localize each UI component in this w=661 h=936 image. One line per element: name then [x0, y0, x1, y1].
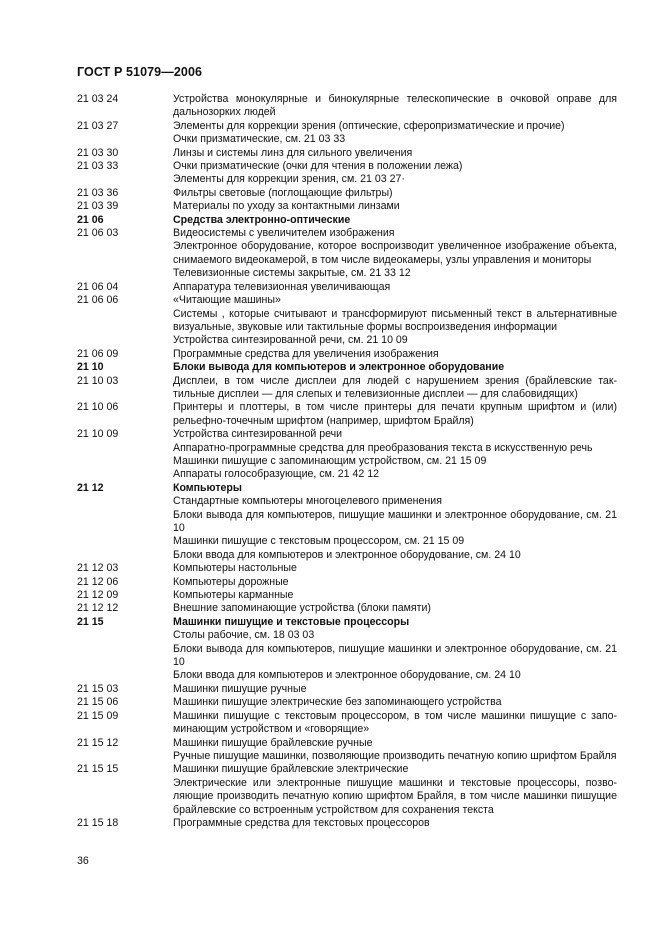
entry-title: Устройства синтезированной речи: [173, 428, 343, 441]
entry-code: 21 15 03: [77, 682, 119, 695]
entry-code: 21 03 24: [77, 93, 119, 105]
entry-title: Машинки пишущие брайлевские электрические: [173, 763, 409, 776]
entry-title: Блоки вывода для компьютеров и электронное оборудование: [173, 361, 505, 374]
entry-title: Средства электронно-оптические: [173, 213, 351, 226]
entry-text: [173, 120, 617, 147]
entry-text: [173, 375, 617, 402]
entry-description: Электрические или электронные пишущие машинки и текстовые процессоры, позволяющие производить печатную копию шрифтом Брайля, в том числе машинки пишущие брайлевские со встроенным устройством для сохранения текста: [173, 776, 617, 816]
entry-title: Устройства монокулярные и бинокулярные телескопические в очковой оправе для дальнозорких людей: [173, 93, 617, 119]
entry-title: Аппаратура телевизионная увеличивающая: [173, 280, 391, 293]
document-header: ГОСТ Р 51079—2006: [77, 65, 203, 79]
entry-text: [173, 428, 617, 482]
entry-description: Элементы для коррекции зрения, см. 21 03 27·: [173, 173, 405, 186]
classification-entry: [77, 576, 617, 589]
entry-title: Машинки пишущие брайлевские ручные: [173, 736, 373, 749]
entry-text: [173, 93, 617, 120]
classification-entry: [77, 147, 617, 160]
entry-code: 21 03 36: [77, 186, 119, 199]
entry-title: Компьютеры настольные: [173, 562, 297, 575]
classification-entry: [77, 93, 617, 120]
classification-entry: [77, 589, 617, 602]
entry-code: 21 12 03: [77, 562, 119, 575]
entry-code: 21 15 06: [77, 696, 119, 709]
classification-entry: [77, 616, 617, 683]
entry-text: [173, 147, 617, 160]
entry-code: 21 06: [77, 213, 104, 226]
entry-code: 21 15: [77, 615, 104, 628]
entry-text: [173, 589, 617, 602]
classification-entry: [77, 602, 617, 615]
classification-entry: [77, 227, 617, 281]
entry-text: [173, 616, 617, 683]
classification-entry: [77, 120, 617, 147]
entry-description: Системы , которые считывают и трансформируют письменный текст в альтернативные визуальные, звуковые или тактильные формы воспроизведения информации: [173, 307, 617, 333]
classification-entry: [77, 281, 617, 294]
entry-title: Линзы и системы линз для сильного увеличения: [173, 146, 413, 159]
entry-code: 21 03 39: [77, 200, 119, 213]
entry-title: Машинки пишущие ручные: [173, 682, 307, 695]
entry-description: Очки призматические, см. 21 03 33: [173, 133, 346, 146]
entry-code: 21 15 15: [77, 763, 119, 776]
entry-title: Программные средства для текстовых процессоров: [173, 816, 430, 829]
classification-entry: [77, 375, 617, 402]
entry-description: Блоки ввода для компьютеров и электронное оборудование, см. 24 10: [173, 669, 521, 682]
entry-code: 21 15 18: [77, 816, 119, 829]
entry-text: [173, 737, 617, 764]
entry-text: [173, 348, 617, 361]
entry-text: [173, 482, 617, 562]
entry-text: [173, 361, 617, 374]
entry-code: 21 10 09: [77, 428, 119, 441]
entry-text: [173, 214, 617, 227]
classification-entry: [77, 763, 617, 817]
classification-entry: [77, 817, 617, 830]
entry-text: [173, 200, 617, 213]
entry-description: Аппаратно-программные средства для преобразования текста в искусственную речь: [173, 441, 593, 454]
entry-text: [173, 683, 617, 696]
entry-description: Блоки ввода для компьютеров и электронное оборудование, см. 24 10: [173, 548, 521, 561]
entry-description: Машинки пишущие с текстовым процессором, см. 21 15 09: [173, 535, 465, 548]
entry-code: 21 10 03: [77, 374, 119, 387]
entry-code: 21 06 09: [77, 347, 119, 360]
classification-entry: [77, 200, 617, 213]
classification-entry: [77, 294, 617, 348]
entry-code: 21 12 06: [77, 575, 119, 588]
entry-text: [173, 710, 617, 737]
classification-entry: [77, 737, 617, 764]
entry-code: 21 03 30: [77, 146, 119, 159]
entry-title: Компьютеры карманные: [173, 589, 294, 602]
entry-text: [173, 817, 617, 830]
entry-title: Материалы по уходу за контактными линзами: [173, 200, 400, 213]
entry-text: [173, 281, 617, 294]
entry-title: Фильтры световые (поглощающие фильтры): [173, 186, 393, 199]
entry-text: [173, 294, 617, 348]
entry-code: 21 15 12: [77, 736, 119, 749]
entry-code: 21 06 04: [77, 280, 119, 293]
entry-text: [173, 401, 617, 428]
entry-description: Электронное оборудование, которое воспроизводит увеличенное изображение объекта, снимаемого видеокамерой, в том числе видеокамеры, узлы управления и мониторы: [173, 240, 617, 266]
entry-title: Очки призматические (очки для чтения в положении лежа): [173, 160, 463, 173]
entry-description: Ручные пишущие машинки, позволяющие производить печатную копию шрифтом Брайля: [173, 749, 617, 762]
entry-title: Элементы для коррекции зрения (оптические, сферопризматические и прочие): [173, 119, 565, 132]
classification-entry: [77, 696, 617, 709]
entry-code: 21 10 06: [77, 401, 119, 414]
entry-code: 21 06 03: [77, 227, 119, 240]
page-number: 36: [77, 855, 89, 867]
entry-code: 21 12: [77, 481, 104, 494]
classification-list: [77, 93, 617, 830]
entry-code: 21 03 33: [77, 160, 119, 173]
entry-description: Столы рабочие, см. 18 03 03: [173, 629, 315, 642]
classification-entry: [77, 482, 617, 562]
classification-entry: [77, 401, 617, 428]
entry-text: [173, 763, 617, 817]
entry-code: 21 06 06: [77, 294, 119, 307]
entry-title: «Читающие машины»: [173, 294, 281, 307]
entry-title: Программные средства для увеличения изображения: [173, 347, 439, 360]
entry-text: [173, 602, 617, 615]
entry-text: [173, 227, 617, 281]
entry-title: Компьютеры дорожные: [173, 575, 289, 588]
entry-description: Аппараты голособразующие, см. 21 42 12: [173, 468, 380, 481]
classification-entry: [77, 710, 617, 737]
classification-entry: [77, 348, 617, 361]
entry-description: Машинки пишущие с запоминающим устройством, см. 21 15 09: [173, 454, 487, 467]
classification-entry: [77, 160, 617, 187]
entry-title: Машинки пишущие и текстовые процессоры: [173, 615, 410, 628]
classification-entry: [77, 187, 617, 200]
entry-title: Дисплеи, в том числе дисплеи для людей с нарушением зрения (брайлевские тактильные дисплеи — для слепых и телевизионные дисплеи — для слабовидящих): [173, 374, 617, 400]
entry-title: Машинки пишущие электрические без запоминающего устройства: [173, 696, 502, 709]
entry-text: [173, 562, 617, 575]
entry-code: 21 15 09: [77, 709, 119, 722]
entry-text: [173, 160, 617, 187]
entry-title: Видеосистемы с увеличителем изображения: [173, 227, 395, 240]
entry-code: 21 10: [77, 361, 104, 374]
classification-entry: [77, 361, 617, 374]
classification-entry: [77, 562, 617, 575]
entry-text: [173, 576, 617, 589]
entry-code: 21 03 27: [77, 119, 119, 132]
entry-description: Телевизионные системы закрытые, см. 21 33 12: [173, 267, 411, 280]
classification-entry: [77, 428, 617, 482]
classification-entry: [77, 214, 617, 227]
entry-title: Принтеры и плоттеры, в том числе принтеры для печати крупным шрифтом и (или) рельефно-точечным шрифтом (например, шрифтом Брайля): [173, 401, 617, 427]
entry-description: Устройства синтезированной речи, см. 21 10 09: [173, 334, 408, 347]
entry-code: 21 12 12: [77, 602, 119, 615]
entry-description: Блоки вывода для компьютеров, пишущие машинки и электронное оборудование, см. 21 10: [173, 642, 617, 669]
entry-code: 21 12 09: [77, 589, 119, 602]
entry-title: Компьютеры: [173, 481, 242, 494]
entry-title: Машинки пишущие с текстовым процессором, в том числе машинки пишущие с запоминающим устройством и «говорящие»: [173, 709, 617, 736]
entry-title: Внешние запоминающие устройства (блоки памяти): [173, 602, 431, 615]
entry-description: Блоки вывода для компьютеров, пишущие машинки и электронное оборудование, см. 21 10: [173, 508, 617, 534]
entry-text: [173, 187, 617, 200]
entry-description: Стандартные компьютеры многоцелевого применения: [173, 495, 442, 508]
classification-entry: [77, 683, 617, 696]
entry-text: [173, 696, 617, 709]
